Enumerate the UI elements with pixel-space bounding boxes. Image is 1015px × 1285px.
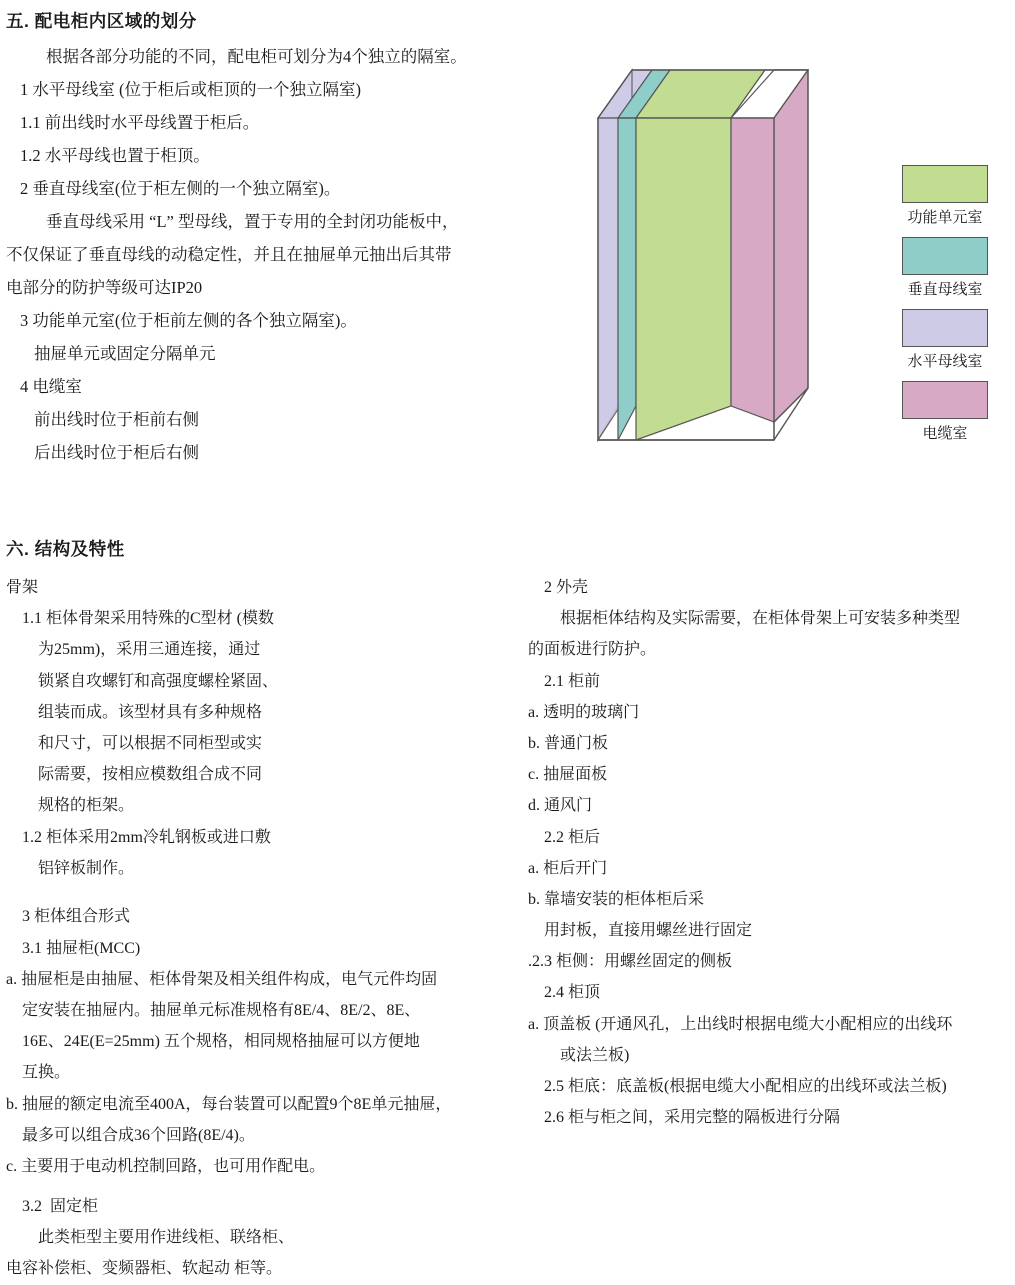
paragraph: d. 通风门 — [528, 797, 593, 815]
paragraph: 抽屉单元或固定分隔单元 — [34, 343, 216, 363]
section-6-heading: 六. 结构及特性 — [6, 539, 125, 559]
paragraph: 铝锌板制作。 — [38, 859, 135, 877]
paragraph: .2.3 柜侧：用螺丝固定的侧板 — [528, 953, 733, 971]
legend-label: 水平母线室 — [907, 354, 983, 370]
paragraph: 2.5 柜底：底盖板(根据电缆大小配相应的出线环或法兰板) — [544, 1078, 947, 1095]
section-6-right-column — [528, 572, 1015, 1133]
paragraph: 2 垂直母线室(位于柜左侧的一个独立隔室)。 — [20, 178, 341, 198]
legend-swatch-functional-unit — [902, 165, 988, 203]
paragraph: 1.1 柜体骨架采用特殊的C型材 (模数 — [22, 610, 275, 628]
paragraph: 2.6 柜与柜之间，采用完整的隔板进行分隔 — [544, 1109, 841, 1127]
paragraph: 用封板，直接用螺丝进行固定 — [544, 922, 753, 940]
paragraph: 或法兰板) — [560, 1046, 630, 1064]
paragraph: b. 普通门板 — [528, 734, 609, 752]
paragraph: 1.2 水平母线也置于柜顶。 — [20, 145, 210, 165]
paragraph: 和尺寸，可以根据不同柜型或实 — [38, 734, 263, 752]
paragraph: 根据柜体结构及实际需要，在柜体骨架上可安装多种类型 — [560, 610, 961, 628]
diagram-legend — [880, 165, 1010, 453]
paragraph: 2.2 柜后 — [544, 828, 601, 846]
legend-swatch-cable-room — [902, 381, 988, 419]
paragraph: 2.4 柜顶 — [544, 984, 601, 1002]
legend-item — [880, 237, 1010, 299]
section-5-heading: 五. 配电柜内区域的划分 — [6, 11, 197, 31]
legend-label: 功能单元室 — [907, 210, 983, 226]
paragraph: 组装而成。该型材具有多种规格 — [38, 703, 263, 721]
legend-swatch-vertical-busbar — [902, 237, 988, 275]
paragraph: b. 靠墙安装的柜体柜后采 — [528, 890, 705, 908]
paragraph: 骨架 — [6, 579, 39, 596]
paragraph: 2 外壳 — [544, 579, 589, 596]
paragraph: 1 水平母线室 (位于柜后或柜顶的一个独立隔室) — [20, 79, 361, 99]
paragraph: 际需要，按相应模数组合成不同 — [38, 766, 263, 784]
paragraph: 为25mm)，采用三通连接，通过 — [38, 641, 261, 659]
paragraph: 2.1 柜前 — [544, 672, 601, 690]
paragraph: c. 抽屉面板 — [528, 766, 608, 784]
paragraph: b. 抽屉的额定电流至400A，每台装置可以配置9个8E单元抽屉， — [6, 1095, 452, 1113]
paragraph: 3.1 抽屉柜(MCC) — [22, 939, 141, 957]
paragraph: 3 柜体组合形式 — [22, 908, 131, 926]
paragraph: c. 主要用于电动机控制回路，也可用作配电。 — [6, 1157, 326, 1175]
legend-label: 电缆室 — [922, 426, 968, 442]
paragraph: a. 透明的玻璃门 — [528, 703, 640, 721]
legend-item — [880, 309, 1010, 371]
paragraph: 4 电缆室 — [20, 376, 82, 396]
paragraph: 电部分的防护等级可达IP20 — [6, 277, 203, 297]
paragraph: 前出线时位于柜前右侧 — [34, 409, 199, 429]
paragraph: 3 功能单元室(位于柜前左侧的各个独立隔室)。 — [20, 310, 357, 330]
paragraph: 电容补偿柜、变频器柜、软起动 柜等。 — [6, 1260, 283, 1278]
paragraph: 3.2 固定柜 — [22, 1197, 99, 1215]
paragraph: 不仅保证了垂直母线的动稳定性，并且在抽屉单元抽出后其带 — [6, 244, 452, 264]
paragraph: 锁紧自攻螺钉和高强度螺栓紧固、 — [38, 672, 279, 690]
paragraph: 后出线时位于柜后右侧 — [34, 442, 199, 462]
paragraph: 1.2 柜体采用2mm冷轧钢板或进口敷 — [22, 828, 271, 846]
paragraph: 最多可以组合成36个回路(8E/4)。 — [22, 1126, 255, 1144]
paragraph: 定安装在抽屉内。抽屉单元标准规格有8E/4、8E/2、8E、 — [22, 1002, 421, 1020]
paragraph: 垂直母线采用 “L” 型母线，置于专用的全封闭功能板中， — [46, 211, 459, 231]
paragraph: a. 抽屉柜是由抽屉、柜体骨架及相关组件构成，电气元件均固 — [6, 970, 438, 988]
paragraph: a. 顶盖板 (开通风孔，上出线时根据电缆大小配相应的出线环 — [528, 1015, 953, 1033]
legend-item — [880, 165, 1010, 227]
legend-swatch-horizontal-busbar — [902, 309, 988, 347]
section-5-body — [6, 42, 526, 471]
legend-label: 垂直母线室 — [907, 282, 983, 298]
section-6-left-column — [6, 572, 506, 1285]
paragraph: 此类柜型主要用作进线柜、联络柜、 — [38, 1229, 295, 1247]
legend-item — [880, 381, 1010, 443]
paragraph: 16E、24E(E=25mm) 五个规格，相同规格抽屉可以方便地 — [22, 1033, 420, 1051]
paragraph: 1.1 前出线时水平母线置于柜后。 — [20, 112, 260, 132]
paragraph: 规格的柜架。 — [38, 797, 135, 815]
paragraph: a. 柜后开门 — [528, 859, 608, 877]
paragraph: 根据各部分功能的不同，配电柜可划分为4个独立的隔室。 — [46, 47, 467, 66]
paragraph: 的面板进行防护。 — [528, 641, 657, 659]
paragraph: 互换。 — [22, 1064, 71, 1082]
